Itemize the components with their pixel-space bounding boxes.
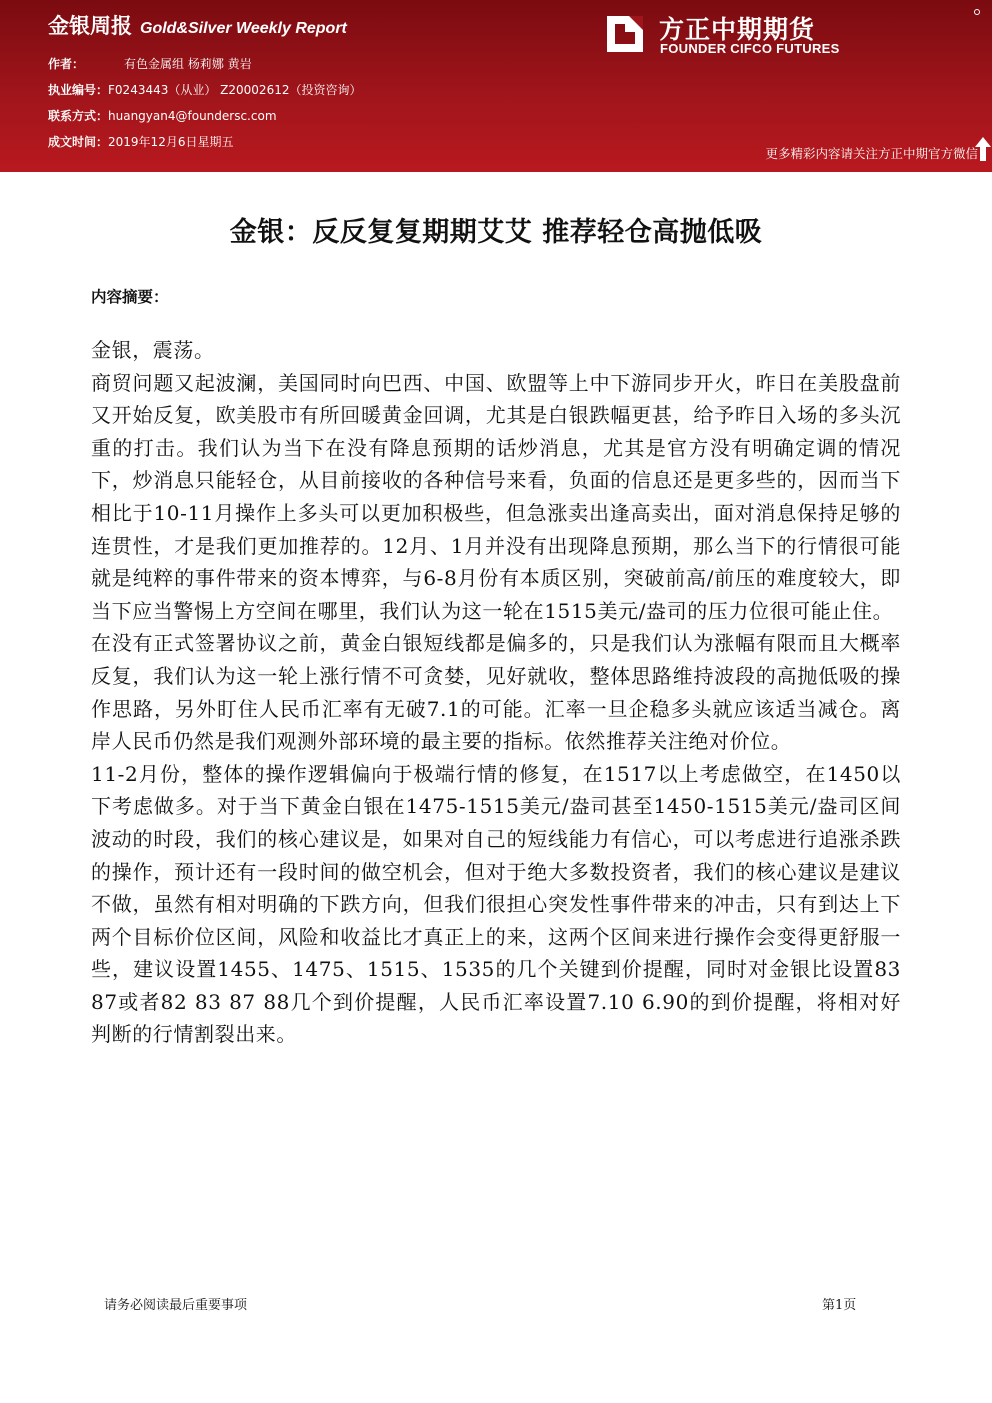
contact-line <box>48 107 277 124</box>
contact-email[interactable]: huangyan4@foundersc.com <box>108 109 277 123</box>
paragraph: 金银，震荡。 <box>91 338 215 362</box>
date-value: 2019年12月6日星期五 <box>108 135 234 149</box>
founder-logo-icon <box>603 12 647 56</box>
summary-content <box>91 334 901 1051</box>
report-title <box>48 10 347 40</box>
author-line <box>48 55 252 72</box>
author-value: 有色金属组 杨莉娜 黄岩 <box>124 57 252 71</box>
paragraph: 商贸问题又起波澜，美国同时向巴西、中国、欧盟等上中下游同步开火，昨日在美股盘前又开始反复，欧美股市有所回暖黄金回调，尤其是白银跌幅更甚，给予昨日入场的多头沉重的打击。我们认为当下在没有降息预期的话炒消息，尤其是官方没有明确定调的情况下，炒消息只能轻仓，从目前接收的各种信号来看，负面的信息还是更多些的，因而当下相比于10-11月操作上多头可以更加积极些，但急涨卖出逢高卖出，面对消息保持足够的连贯性，才是我们更加推荐的。12月、1月并没有出现降息预期，那么当下的行情很可能就是纯粹的事件带来的资本博弈，与6-8月份有本质区别，突破前高/前压的难度较大，即当下应当警惕上方空间在哪里，我们认为这一轮在1515美元/盎司的压力位很可能止住。 <box>91 370 901 623</box>
contact-label: 联系方式： <box>48 109 109 123</box>
summary-label: 内容摘要： <box>91 288 169 306</box>
license-line <box>48 81 361 98</box>
date-line <box>48 133 233 150</box>
small-circle-icon <box>974 9 980 15</box>
report-title-cn: 金银周报 <box>48 14 132 38</box>
paragraph: 在没有正式签署协议之前，黄金白银短线都是偏多的，只是我们认为涨幅有限而且大概率反复，我们认为这一轮上涨行情不可贪婪，见好就收，整体思路维持波段的高抛低吸的操作思路，另外盯住人民币汇率有无破7.1的可能。汇率一旦企稳多头就应该适当减仓。离岸人民币仍然是我们观测外部环境的最主要的指标。依然推荐关注绝对价位。 <box>91 631 901 754</box>
author-label: 作者： <box>48 57 85 71</box>
report-title-en: Gold&Silver Weekly Report <box>140 20 347 37</box>
paragraph: 11-2月份，整体的操作逻辑偏向于极端行情的修复，在1517以上考虑做空，在1450以下考虑做多。对于当下黄金白银在1475-1515美元/盎司甚至1450-1515美元/盎司区间波动的时段，我们的核心建议是，如果对自己的短线能力有信心，可以考虑进行追涨杀跌的操作，预计还有一段时间的做空机会，但对于绝大多数投资者，我们的核心建议是建议不做，虽然有相对明确的下跌方向，但我们很担心突发性事件带来的冲击，只有到达上下两个目标价位区间，风险和收益比才真正上的来，这两个区间来进行操作会变得更舒服一些，建议设置1455、1475、1515、1535的几个关键到价提醒，同时对金银比设置83 87或者82 83 87 88几个到价提醒，人民币汇率设置7.10 6.90的到价提醒，将相对好判断的行情割裂出来。 <box>91 761 901 1047</box>
date-label: 成文时间： <box>48 135 109 149</box>
wechat-follow-note: 更多精彩内容请关注方正中期官方微信 <box>765 146 978 161</box>
document-title: 金银：反反复复期期艾艾 推荐轻仓高抛低吸 <box>229 217 763 248</box>
report-header <box>0 0 992 172</box>
license-value: F0243443（从业） Z20002612（投资咨询） <box>108 83 362 97</box>
license-label: 执业编号： <box>48 83 109 97</box>
logo-text-cn: 方正中期期货 <box>659 15 816 44</box>
up-arrow-icon[interactable] <box>974 136 992 162</box>
logo-text-en: FOUNDER CIFCO FUTURES <box>660 41 840 56</box>
company-logo <box>603 10 863 60</box>
page-number: 第1页 <box>822 1298 857 1313</box>
footer-notice: 请务必阅读最后重要事项 <box>104 1298 248 1313</box>
